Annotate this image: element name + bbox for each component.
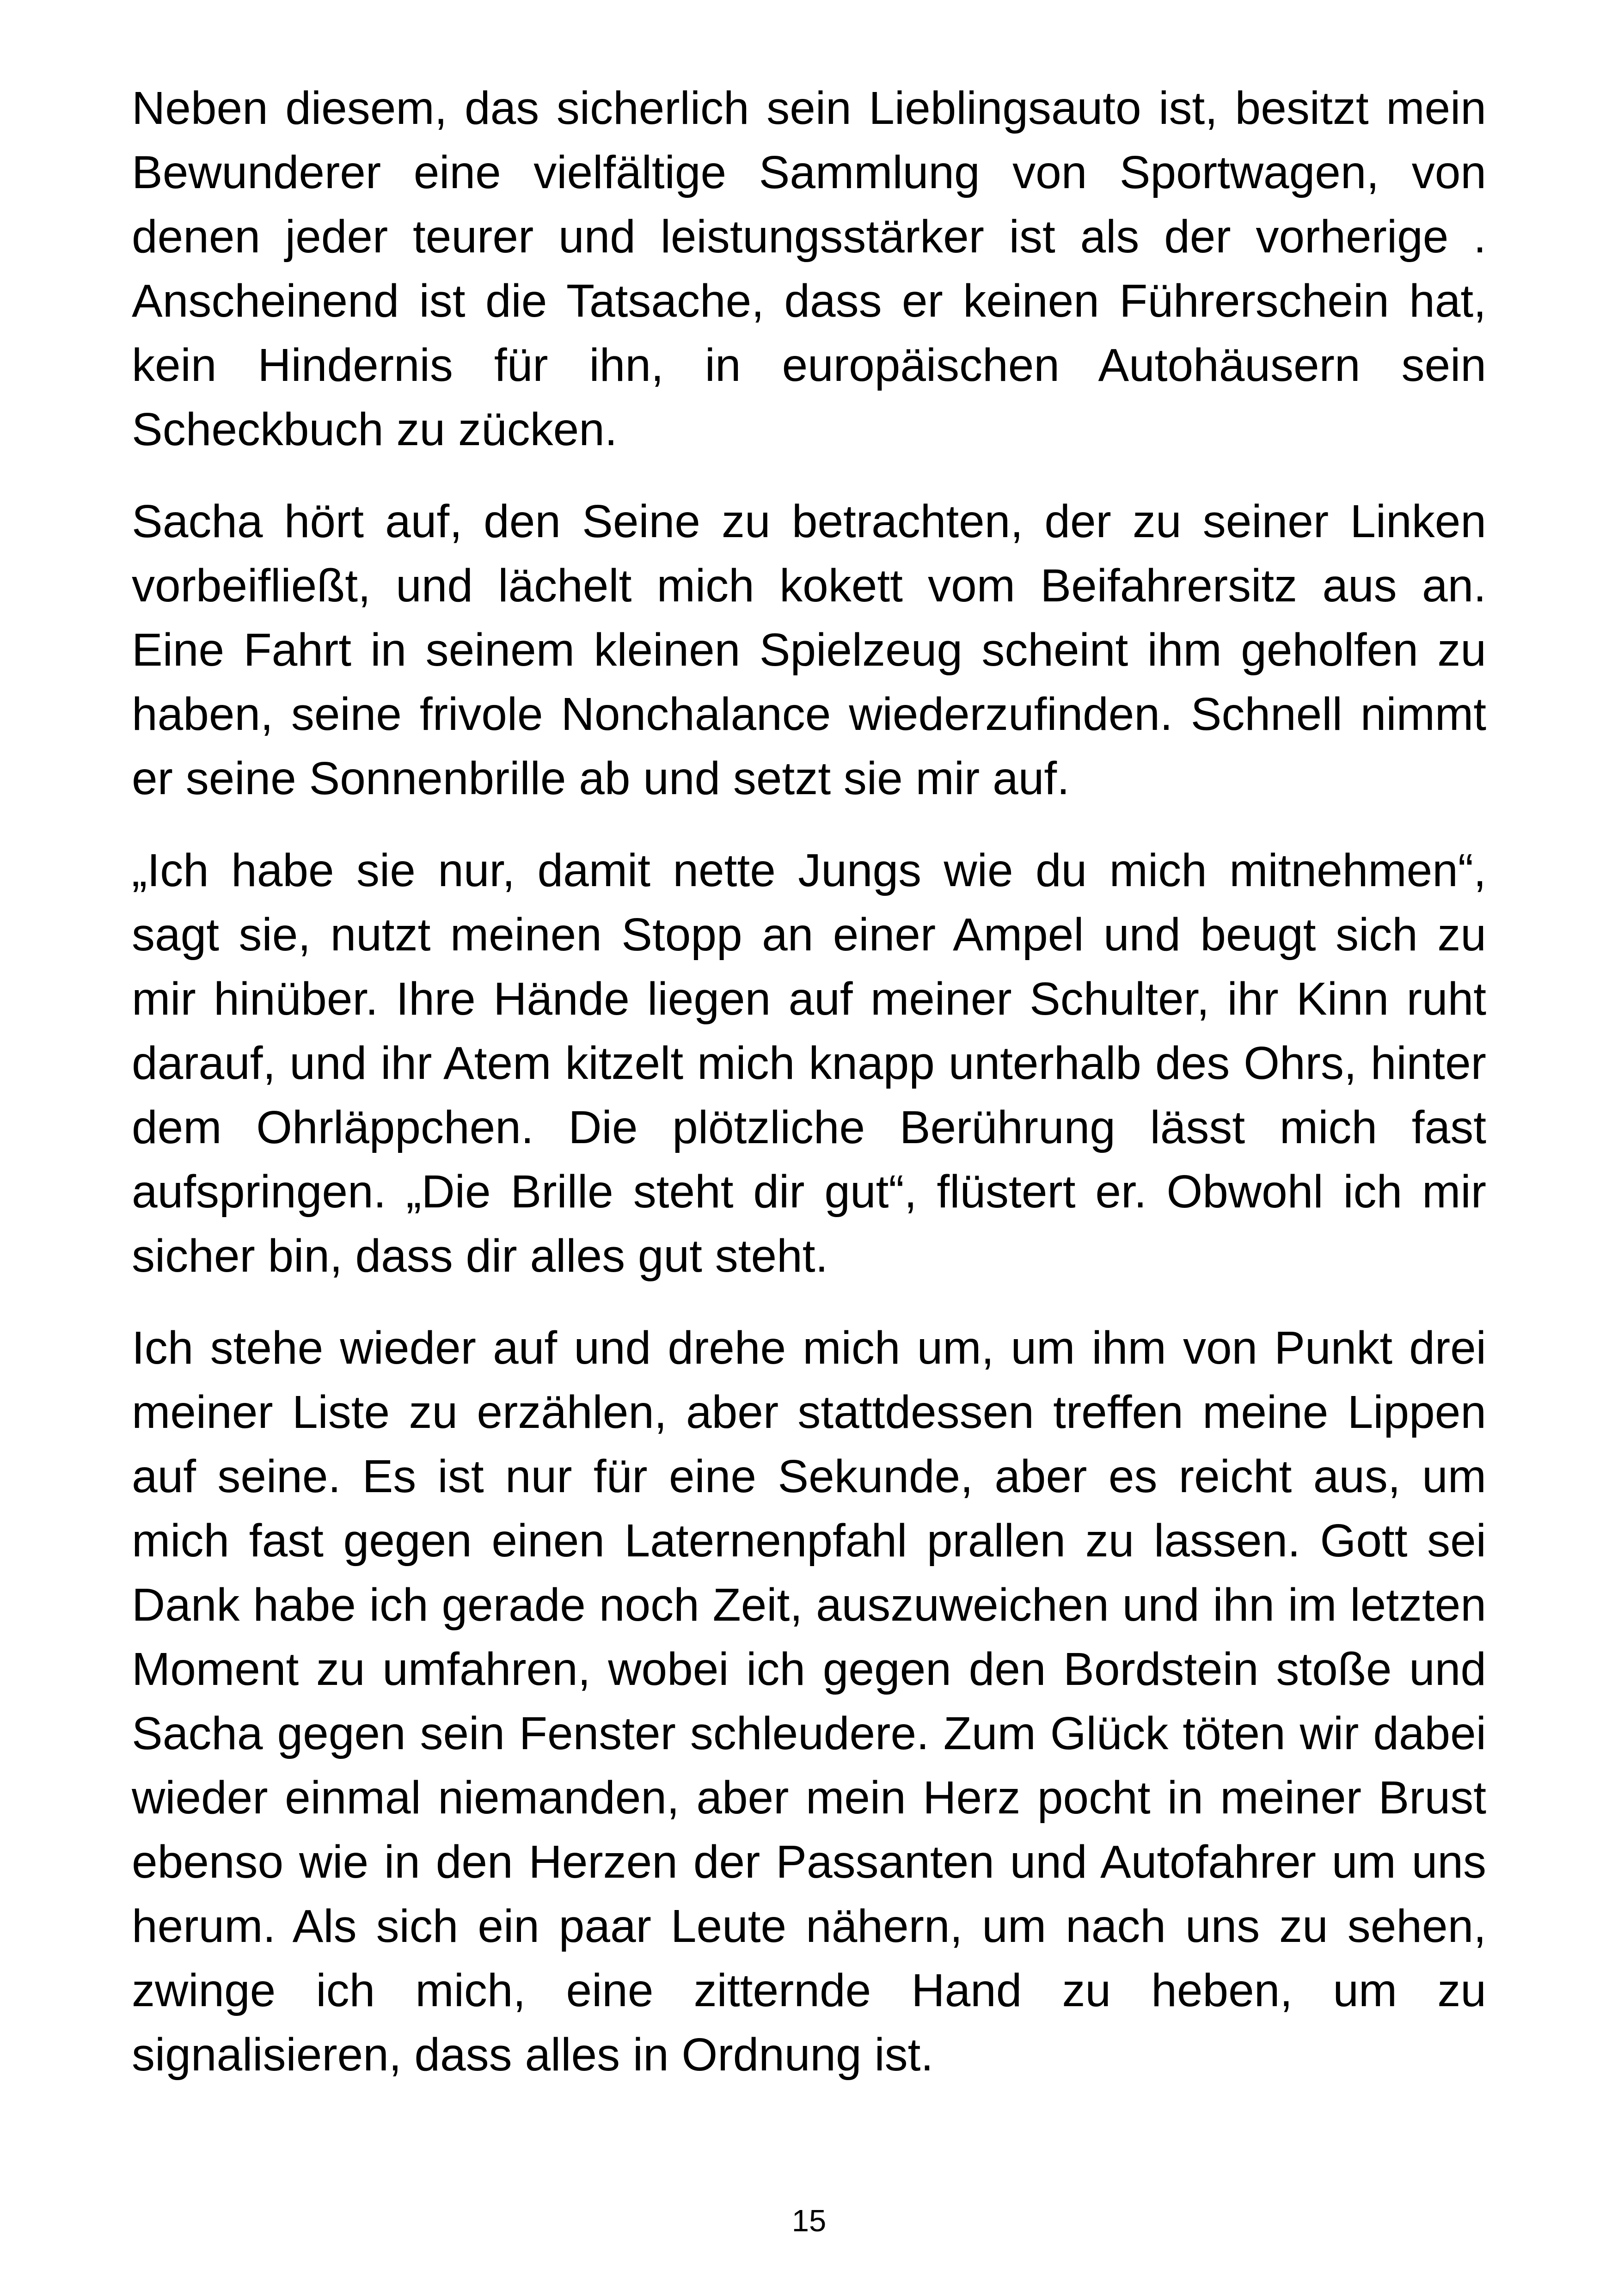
paragraph-2: Sacha hört auf, den Seine zu betrachten, der zu seiner Linken vorbeifließt, und lächelt mich kokett vom Beifahrersitz aus an. Eine Fahrt in seinem kleinen Spielzeug scheint ihm geholfen zu haben, seine frivole Nonchalance wiederzufinden. Schnell nimmt er seine Sonnenbrille ab und setzt sie mir auf. — [132, 496, 1486, 804]
paragraph-4: Ich stehe wieder auf und drehe mich um, um ihm von Punkt drei meiner Liste zu erzählen, aber stattdessen treffen meine Lippen auf seine. Es ist nur für eine Sekunde, aber es reicht aus, um mich fast gegen einen Laternenpfahl prallen zu lassen. Gott sei Dank habe ich gerade noch Zeit, auszuweichen und ihn im letzten Moment zu umfahren, wobei ich gegen den Bordstein stoße und Sacha gegen sein Fenster schleudere. Zum Glück töten wir dabei wieder einmal niemanden, aber mein Herz pocht in meiner Brust ebenso wie in den Herzen der Passanten und Autofahrer um uns herum. Als sich ein paar Leute nähern, um nach uns zu sehen, zwinge ich mich, eine zitternde Hand zu heben, um zu signalisieren, dass alles in Ordnung ist. — [132, 1322, 1486, 2081]
paragraph-1: Neben diesem, das sicherlich sein Lieblingsauto ist, besitzt mein Bewunderer eine vielfältige Sammlung von Sportwagen, von denen jeder teurer und leistungsstärker ist als der vorherige . Anscheinend ist die Tatsache, dass er keinen Führerschein hat, kein Hindernis für ihn, in europäischen Autohäusern sein Scheckbuch zu zücken. — [132, 82, 1486, 455]
body-text — [132, 76, 1486, 2115]
paragraph-3: „Ich habe sie nur, damit nette Jungs wie du mich mitnehmen“, sagt sie, nutzt meinen Stopp an einer Ampel und beugt sich zu mir hinüber. Ihre Hände liegen auf meiner Schulter, ihr Kinn ruht darauf, und ihr Atem kitzelt mich knapp unterhalb des Ohrs, hinter dem Ohrläppchen. Die plötzliche Berührung lässt mich fast aufspringen. „Die Brille steht dir gut“, flüstert er. Obwohl ich mir sicher bin, dass dir alles gut steht. — [132, 845, 1486, 1282]
page-number: 15 — [791, 2204, 827, 2238]
